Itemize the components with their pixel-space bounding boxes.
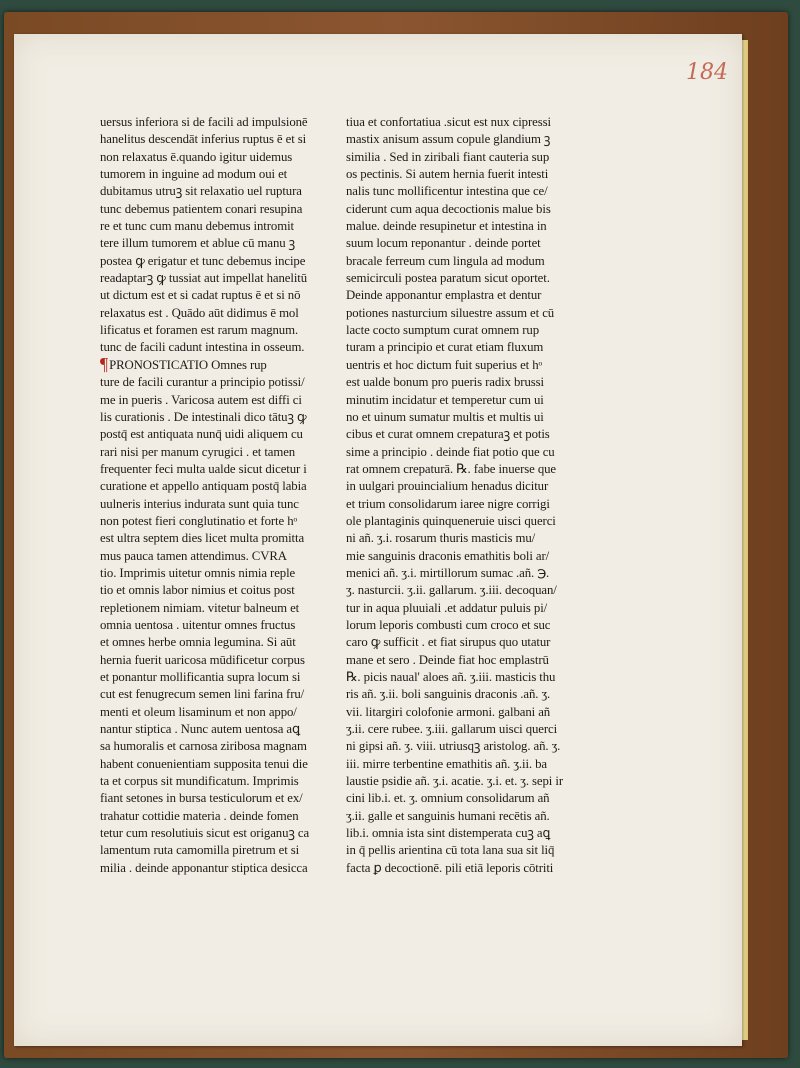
text-line xyxy=(100,339,324,356)
text-line xyxy=(346,426,602,443)
text-line xyxy=(346,270,602,287)
line-text: no et uinum sumatur multis et multis ui xyxy=(346,409,544,424)
text-line xyxy=(100,530,324,547)
text-line xyxy=(100,790,324,807)
line-text: ut dictum est et si cadat ruptus ē et si nō xyxy=(100,288,301,303)
line-text: os pectinis. Si autem hernia fuerit intesti xyxy=(346,167,549,182)
line-text: rari nisi per manum cyrugici . et tamen xyxy=(100,444,296,459)
line-text: sime a principio . deinde fiat potio que cu xyxy=(346,444,555,459)
text-line xyxy=(346,565,602,582)
text-line xyxy=(100,478,324,495)
text-line xyxy=(100,652,324,669)
line-text: uulneris interius indurata sunt quia tunc xyxy=(100,496,299,511)
line-text: laustie psidie añ. ʒ.i. acatie. ʒ.i. et. ʒ. sepi ir xyxy=(346,774,563,789)
text-line xyxy=(346,669,602,686)
line-text: omnia uentosa . uitentur omnes fructus xyxy=(100,617,296,632)
text-line xyxy=(346,218,602,235)
text-line xyxy=(100,565,324,582)
text-line xyxy=(100,860,324,877)
line-text: tunc de facili cadunt intestina in osseum. xyxy=(100,340,305,355)
text-line xyxy=(346,548,602,565)
line-text: PRONOSTICATIO Omnes rup xyxy=(109,357,267,372)
text-line xyxy=(346,496,602,513)
text-line xyxy=(100,218,324,235)
line-text: fiant setones in bursa testiculorum et ex/ xyxy=(100,791,303,806)
line-text: ni gipsi añ. ʒ. viii. utriusqꝫ aristolog. añ. ʒ. xyxy=(346,739,561,754)
text-line xyxy=(346,860,602,877)
line-text: sa humoralis et carnosa ziribosa magnam xyxy=(100,739,307,754)
line-text: et omnes herbe omnia legumina. Si aūt xyxy=(100,635,296,650)
line-text: lacte cocto sumptum curat omnem rup xyxy=(346,323,540,338)
text-line xyxy=(346,513,602,530)
text-line xyxy=(346,305,602,322)
line-text: tunc debemus patientem conari resupina xyxy=(100,201,303,216)
line-text: mus pauca tamen attendimus. CVRA xyxy=(100,548,287,563)
text-line xyxy=(346,738,602,755)
line-text: lib.i. omnia ista sint distemperata cuꝫ aꝗ xyxy=(346,826,551,841)
text-line xyxy=(100,617,324,634)
line-text: cibus et curat omnem crepaturaꝫ et potis xyxy=(346,427,550,442)
text-line xyxy=(346,149,602,166)
line-text: ʒ. nasturcii. ʒ.ii. gallarum. ʒ.iii. decoquan/ xyxy=(346,583,557,598)
text-line xyxy=(100,183,324,200)
line-text: bracale ferreum cum lingula ad modum xyxy=(346,253,545,268)
text-line xyxy=(100,634,324,651)
text-line xyxy=(100,773,324,790)
text-line xyxy=(100,461,324,478)
line-text: Deinde apponantur emplastra et dentur xyxy=(346,288,542,303)
line-text: postea ꝙ erigatur et tunc debemus incipe xyxy=(100,253,306,268)
line-text: ciderunt cum aqua decoctionis malue bis xyxy=(346,201,551,216)
line-text: nalis tunc mollificentur intestina que ce/ xyxy=(346,184,548,199)
text-line xyxy=(346,721,602,738)
line-text: menti et oleum lisaminum et non appo/ xyxy=(100,704,297,719)
rubric-paragraph-mark: ¶ xyxy=(100,356,109,374)
text-line xyxy=(100,322,324,339)
text-line xyxy=(100,721,324,738)
line-text: semicirculi postea paratum sicut oportet. xyxy=(346,271,550,286)
text-line xyxy=(346,808,602,825)
text-line xyxy=(346,322,602,339)
line-text: potiones nasturcium siluestre assum et cū xyxy=(346,305,555,320)
text-line xyxy=(100,756,324,773)
line-text: minutim incidatur et temperetur cum ui xyxy=(346,392,544,407)
line-text: ta et corpus sit mundificatum. Imprimis xyxy=(100,774,299,789)
text-line xyxy=(100,235,324,252)
text-line xyxy=(346,357,602,374)
line-text: curatione et appello antiquam postq̄ labia xyxy=(100,479,307,494)
line-text: relaxatus est . Quādo aūt didimus ē mol xyxy=(100,305,299,320)
line-text: lorum leporis combusti cum croco et suc xyxy=(346,617,551,632)
text-line xyxy=(346,773,602,790)
line-text: dubitamus utruꝫ sit relaxatio uel ruptura xyxy=(100,184,302,199)
text-line xyxy=(346,166,602,183)
line-text: suum locum reponantur . deinde portet xyxy=(346,236,541,251)
left-text-column xyxy=(100,114,324,877)
line-text: uentris et hoc dictum fuit superius et hᵒ xyxy=(346,357,543,372)
text-line xyxy=(100,842,324,859)
text-line xyxy=(100,738,324,755)
line-text: lificatus et foramen est rarum magnum. xyxy=(100,323,299,338)
line-text: ʒ.ii. cere rubee. ʒ.iii. gallarum uisci querci xyxy=(346,722,558,737)
manuscript-page xyxy=(14,34,742,1046)
line-text: hernia fuerit uaricosa mūdificetur corpus xyxy=(100,652,305,667)
line-text: lamentum ruta camomilla piretrum et si xyxy=(100,843,300,858)
line-text: tiua et confortatiua .sicut est nux cipressi xyxy=(346,115,551,129)
text-line xyxy=(346,704,602,721)
text-line xyxy=(100,808,324,825)
text-line xyxy=(346,756,602,773)
line-text: et ponantur mollificantia supra locum si xyxy=(100,670,301,684)
line-text: repletionem nimiam. vitetur balneum et xyxy=(100,600,300,615)
text-line xyxy=(100,669,324,686)
text-line xyxy=(100,305,324,322)
text-line xyxy=(100,357,324,374)
text-line xyxy=(100,426,324,443)
text-line xyxy=(100,149,324,166)
text-line xyxy=(346,686,602,703)
text-line xyxy=(346,600,602,617)
line-text: me in pueris . Varicosa autem est diffi ci xyxy=(100,392,302,407)
text-line xyxy=(346,444,602,461)
text-line xyxy=(100,548,324,565)
text-line xyxy=(100,409,324,426)
line-text: similia . Sed in ziribali fiant cauteria sup xyxy=(346,149,550,164)
text-line xyxy=(100,270,324,287)
line-text: cini lib.i. et. ʒ. omnium consolidarum añ xyxy=(346,791,550,806)
line-text: mastix anisum assum copule glandium ꝫ xyxy=(346,132,551,147)
text-line xyxy=(100,201,324,218)
text-line xyxy=(346,409,602,426)
line-text: in uulgari prouincialium henadus dicitur xyxy=(346,479,549,494)
line-text: frequenter feci multa ualde sicut dicetur i xyxy=(100,461,307,476)
line-text: uersus inferiora si de facili ad impulsionē xyxy=(100,115,308,129)
text-line xyxy=(346,478,602,495)
text-line xyxy=(100,513,324,530)
line-text: caro ꝙ sufficit . et fiat sirupus quo utatur xyxy=(346,635,551,650)
text-line xyxy=(100,374,324,391)
text-line xyxy=(100,131,324,148)
text-line xyxy=(346,634,602,651)
line-text: non relaxatus ē.quando igitur uidemus xyxy=(100,149,293,164)
line-text: ture de facili curantur a principio potissi/ xyxy=(100,375,305,390)
line-text: turam a principio et curat etiam fluxum xyxy=(346,340,544,355)
line-text: postq̄ est antiquata nunq̄ uidi aliquem cu xyxy=(100,427,303,442)
text-line xyxy=(100,114,324,131)
line-text: trahatur cottidie materia . deinde fomen xyxy=(100,808,299,823)
line-text: habent conuenientiam supposita tenui die xyxy=(100,756,308,771)
folio-number: 184 xyxy=(686,60,728,85)
text-line xyxy=(100,600,324,617)
text-line xyxy=(346,374,602,391)
line-text: milia . deinde apponantur stiptica desicca xyxy=(100,860,308,875)
line-text: readaptarꝫ ꝙ tussiat aut impellat hanelitū xyxy=(100,271,308,286)
line-text: vii. litargiri colofonie armoni. galbani añ xyxy=(346,704,551,719)
line-text: facta ꝑ decoctionē. pili etiā leporis cōtriti xyxy=(346,860,554,875)
text-line xyxy=(100,686,324,703)
text-line xyxy=(346,790,602,807)
line-text: nantur stiptica . Nunc autem uentosa aꝗ xyxy=(100,722,301,737)
text-line xyxy=(100,253,324,270)
text-line xyxy=(346,652,602,669)
text-line xyxy=(346,201,602,218)
line-text: rat omnem crepaturā. ℞. fabe inuerse que xyxy=(346,461,556,476)
text-line xyxy=(100,496,324,513)
line-text: hanelitus descendāt inferius ruptus ē et si xyxy=(100,132,307,147)
text-line xyxy=(100,444,324,461)
text-line xyxy=(346,842,602,859)
line-text: ʒ.ii. galle et sanguinis humani recētis añ. xyxy=(346,808,550,823)
line-text: mane et sero . Deinde fiat hoc emplastrū xyxy=(346,652,549,667)
line-text: iii. mirre terbentine emathitis añ. ʒ.ii. ba xyxy=(346,756,547,771)
text-line xyxy=(346,131,602,148)
line-text: in q̄ pellis arientina cū tota lana sua sit liq̄ xyxy=(346,843,555,858)
text-line xyxy=(346,183,602,200)
line-text: tio. Imprimis uitetur omnis nimia reple xyxy=(100,565,296,580)
line-text: et trium consolidarum iaree nigre corrigi xyxy=(346,496,550,511)
text-line xyxy=(100,392,324,409)
line-text: tetur cum resolutiuis sicut est origanuꝫ ca xyxy=(100,826,310,841)
text-line xyxy=(346,582,602,599)
right-text-column xyxy=(346,114,602,877)
text-line xyxy=(346,235,602,252)
text-line xyxy=(100,825,324,842)
line-text: non potest fieri conglutinatio et forte hᵒ xyxy=(100,513,298,528)
line-text: tumorem in inguine ad modum oui et xyxy=(100,167,288,182)
line-text: cut est fenugrecum semen lini farina fru/ xyxy=(100,687,305,702)
line-text: est ultra septem dies licet multa promitta xyxy=(100,531,305,546)
line-text: malue. deinde resupinetur et intestina in xyxy=(346,219,547,234)
text-line xyxy=(346,461,602,478)
line-text: lis curationis . De intestinali dico tātuꝫ ꝙ xyxy=(100,409,307,424)
text-line xyxy=(346,530,602,547)
text-line xyxy=(100,166,324,183)
text-line xyxy=(100,582,324,599)
line-text: mie sanguinis draconis emathitis boli ar/ xyxy=(346,548,550,563)
line-text: ℞. picis naual' aloes añ. ʒ.iii. masticis thu xyxy=(346,670,556,684)
text-line xyxy=(100,287,324,304)
text-line xyxy=(100,704,324,721)
line-text: tere illum tumorem et ablue cū manu ꝫ xyxy=(100,236,296,251)
line-text: ni añ. ʒ.i. rosarum thuris masticis mu/ xyxy=(346,531,536,546)
text-line xyxy=(346,617,602,634)
line-text: ole plantaginis quinqueneruie uisci querci xyxy=(346,513,556,528)
text-line xyxy=(346,825,602,842)
line-text: tio et omnis labor nimius et coitus post xyxy=(100,583,295,598)
line-text: est ualde bonum pro pueris radix brussi xyxy=(346,375,544,390)
line-text: ris añ. ʒ.ii. boli sanguinis draconis .añ. ʒ. xyxy=(346,687,551,702)
text-line xyxy=(346,287,602,304)
text-line xyxy=(346,253,602,270)
text-line xyxy=(346,392,602,409)
line-text: menici añ. ʒ.i. mirtillorum sumac .añ. ℈. xyxy=(346,565,550,580)
line-text: re et tunc cum manu debemus intromit xyxy=(100,219,294,234)
text-line xyxy=(346,114,602,131)
line-text: tur in aqua pluuiali .et addatur puluis pi/ xyxy=(346,600,548,615)
text-line xyxy=(346,339,602,356)
